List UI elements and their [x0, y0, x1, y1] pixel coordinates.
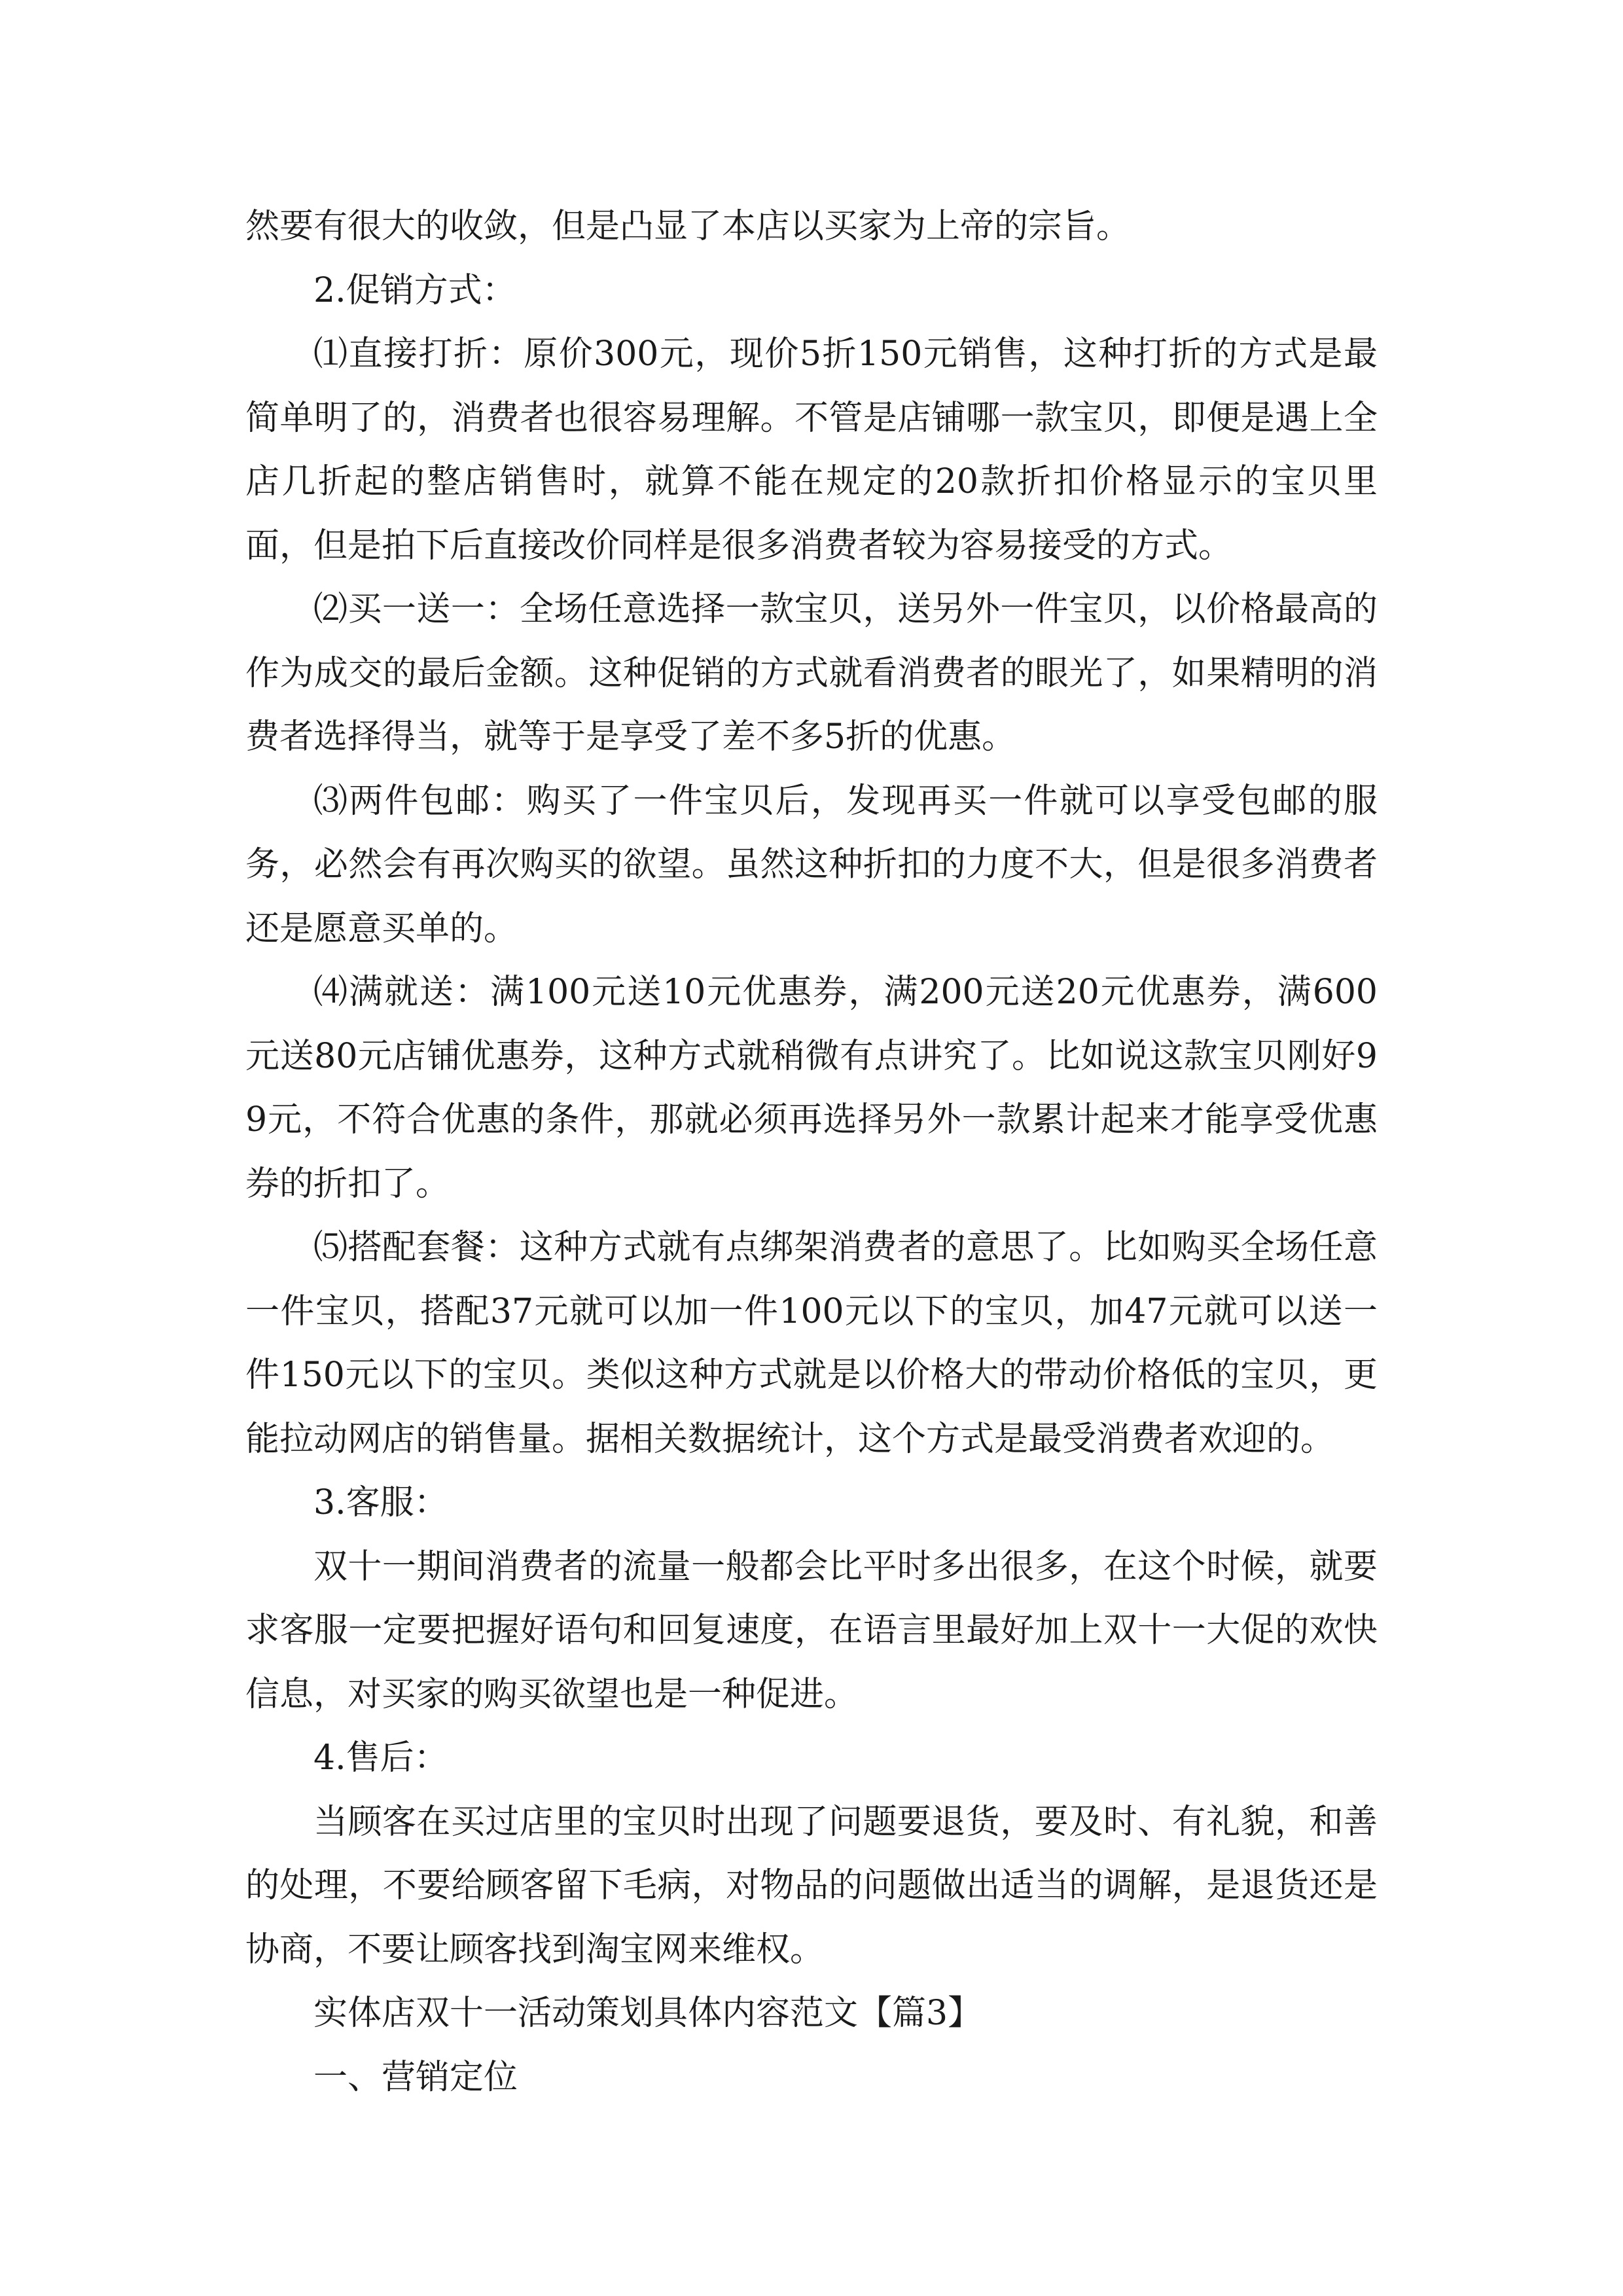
paragraph-direct-discount: ⑴直接打折：原价300元，现价5折150元销售，这种打折的方式是最简单明了的，消费者也很容易理解。不管是店铺哪一款宝贝，即便是遇上全店几折起的整店销售时，就算不能在规定的20款折扣价格显示的宝贝里面，但是拍下后直接改价同样是很多消费者较为容易接受的方式。	[245, 334, 1378, 565]
heading-customer-service: 3.客服：	[313, 1483, 448, 1522]
paragraph-continuation: 然要有很大的收敛，但是凸显了本店以买家为上帝的宗旨。	[245, 207, 1131, 246]
document-body	[245, 195, 1378, 2109]
paragraph-bundle-package: ⑸搭配套餐：这种方式就有点绑架消费者的意思了。比如购买全场任意一件宝贝，搭配37元就可以加一件100元以下的宝贝，加47元就可以送一件150元以下的宝贝。类似这种方式就是以价格大的带动价格低的宝贝，更能拉动网店的销售量。据相关数据统计，这个方式是最受消费者欢迎的。	[245, 1228, 1378, 1459]
paragraph-customer-service: 双十一期间消费者的流量一般都会比平时多出很多，在这个时候，就要求客服一定要把握好语句和回复速度，在语言里最好加上双十一大促的欢快信息，对买家的购买欲望也是一种促进。	[245, 1547, 1378, 1714]
heading-after-sales: 4.售后：	[313, 1738, 448, 1778]
paragraph-after-sales: 当顾客在买过店里的宝贝时出现了问题要退货，要及时、有礼貌，和善的处理，不要给顾客留下毛病，对物品的问题做出适当的调解，是退货还是协商，不要让顾客找到淘宝网来维权。	[245, 1802, 1378, 1969]
heading-promotion-methods: 2.促销方式：	[313, 270, 516, 310]
paragraph-two-free-shipping: ⑶两件包邮：购买了一件宝贝后，发现再买一件就可以享受包邮的服务，必然会有再次购买的欲望。虽然这种折扣的力度不大，但是很多消费者还是愿意买单的。	[245, 781, 1378, 948]
heading-marketing-positioning: 一、营销定位	[313, 2057, 518, 2097]
paragraph-spend-and-get: ⑷满就送：满100元送10元优惠券，满200元送20元优惠券，满600元送80元店铺优惠券，这种方式就稍微有点讲究了。比如说这款宝贝刚好99元，不符合优惠的条件，那就必须再选择另外一款累计起来才能享受优惠券的折扣了。	[245, 973, 1378, 1204]
section-title-part-3: 实体店双十一活动策划具体内容范文【篇3】	[313, 1994, 982, 2033]
paragraph-buy-one-get-one: ⑵买一送一：全场任意选择一款宝贝，送另外一件宝贝，以价格最高的作为成交的最后金额。这种促销的方式就看消费者的眼光了，如果精明的消费者选择得当，就等于是享受了差不多5折的优惠。	[245, 590, 1378, 757]
